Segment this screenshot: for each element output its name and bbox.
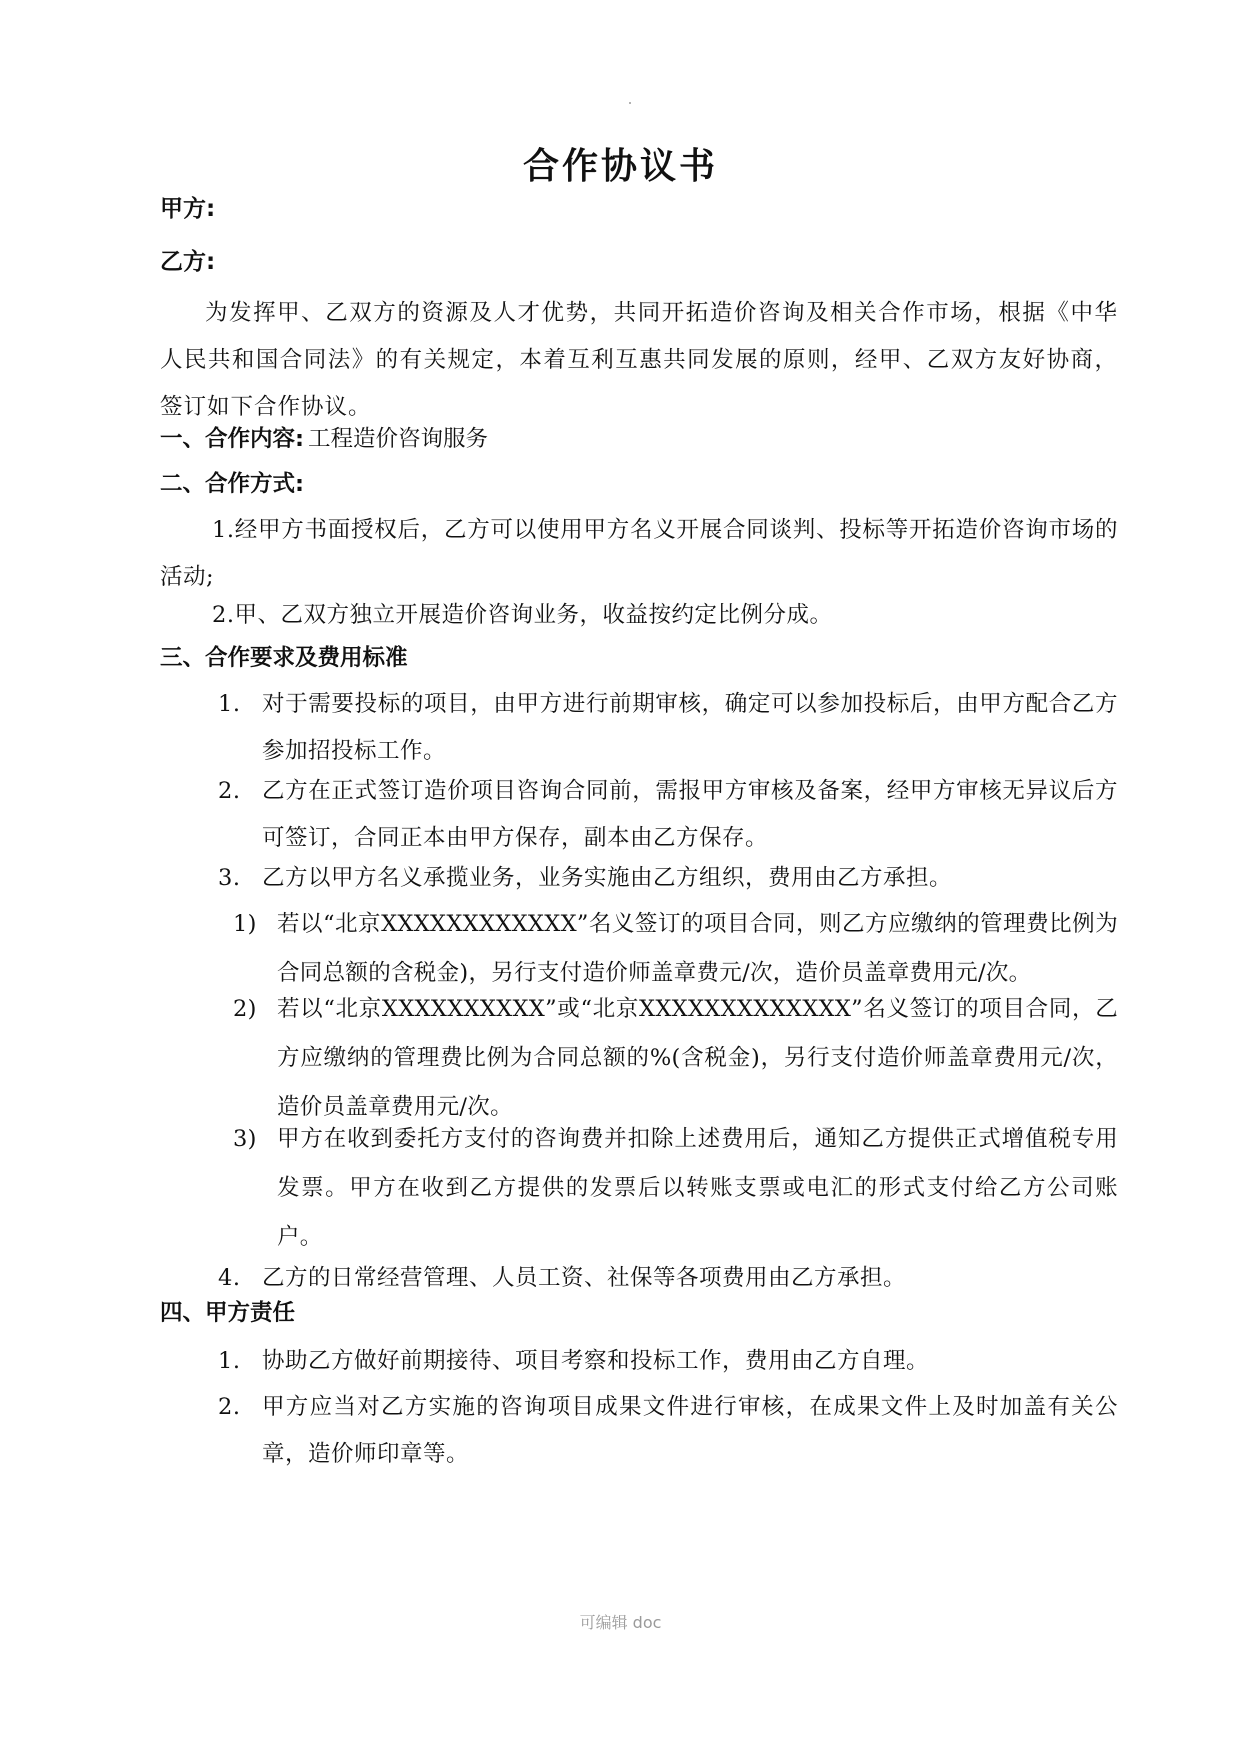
item-text: 乙方的日常经营管理、人员工资、社保等各项费用由乙方承担。 [262,1265,907,1291]
subitem-text: 甲方在收到委托方支付的咨询费并扣除上述费用后，通知乙方提供正式增值税专用发票。甲方在收到乙方提供的发票后以转账支票或电汇的形式支付给乙方公司账户。 [277,1126,1118,1250]
section3-subitem-1 [233,900,1118,998]
subitem-text: 若以“北京XXXXXXXXXXXX”名义签订的项目合同，则乙方应缴纳的管理费比例为合同总额的含税金)，另行支付造价师盖章费元/次，造价员盖章费用元/次。 [277,911,1118,986]
intro-paragraph: 为发挥甲、乙双方的资源及人才优势，共同开拓造价咨询及相关合作市场，根据《中华人民共和国合同法》的有关规定，本着互利互惠共同发展的原则，经甲、乙双方友好协商，签订如下合作协议。 [160,300,1118,420]
section3-subitem-3 [233,1115,1118,1262]
section1-heading [160,423,488,455]
item-number: 2. [218,778,241,804]
subitem-number: 2) [233,996,257,1022]
party-a-label: 甲方: [160,196,216,222]
page-footer: 可编辑 doc [579,1613,662,1632]
section4-item-2 [218,1384,1118,1478]
section3-item-2 [218,768,1118,862]
item-number: 3. [218,865,241,891]
scan-dot [629,102,631,104]
subitem-number: 3) [233,1126,257,1152]
section1-text: 工程造价咨询服务 [308,426,489,452]
document-title: 合作协议书 [522,146,718,187]
item-text: 乙方在正式签订造价项目咨询合同前，需报甲方审核及备案，经甲方审核无异议后方可签订，合同正本由甲方保存，副本由乙方保存。 [262,778,1118,851]
item-text: 对于需要投标的项目，由甲方进行前期审核，确定可以参加投标后，由甲方配合乙方参加招投标工作。 [262,691,1118,764]
subitem-number: 1) [233,911,257,937]
item-number: 4. [218,1265,241,1291]
section4-heading: 四、甲方责任 [160,1300,296,1326]
section3-item-4 [218,1255,1118,1302]
item-number: 1. [218,691,241,717]
section3-heading: 三、合作要求及费用标准 [160,645,408,671]
section4-item-1 [218,1338,1118,1385]
section2-item-1: 1.经甲方书面授权后，乙方可以使用甲方名义开展合同谈判、投标等开拓造价咨询市场的活动; [160,517,1118,590]
item-text: 协助乙方做好前期接待、项目考察和投标工作，费用由乙方自理。 [262,1348,930,1374]
item-number: 1. [218,1348,241,1374]
subitem-text: 若以“北京XXXXXXXXXX”或“北京XXXXXXXXXXXXX”名义签订的项目合同，乙方应缴纳的管理费比例为合同总额的%(含税金)，另行支付造价师盖章费用元/次，造价员盖章费用元/次。 [277,996,1118,1120]
section3-subitem-2 [233,985,1118,1132]
section2-item-2: 2.甲、乙双方独立开展造价咨询业务，收益按约定比例分成。 [212,602,833,628]
item-text: 乙方以甲方名义承揽业务，业务实施由乙方组织，费用由乙方承担。 [262,865,953,891]
item-text: 甲方应当对乙方实施的咨询项目成果文件进行审核，在成果文件上及时加盖有关公章，造价师印章等。 [262,1394,1118,1467]
section3-item-3 [218,855,1118,902]
section2-heading: 二、合作方式: [160,471,304,497]
party-b-label: 乙方: [160,249,216,275]
section3-item-1 [218,681,1118,775]
item-number: 2. [218,1394,241,1420]
section1-heading-label: 一、合作内容: [160,426,304,452]
